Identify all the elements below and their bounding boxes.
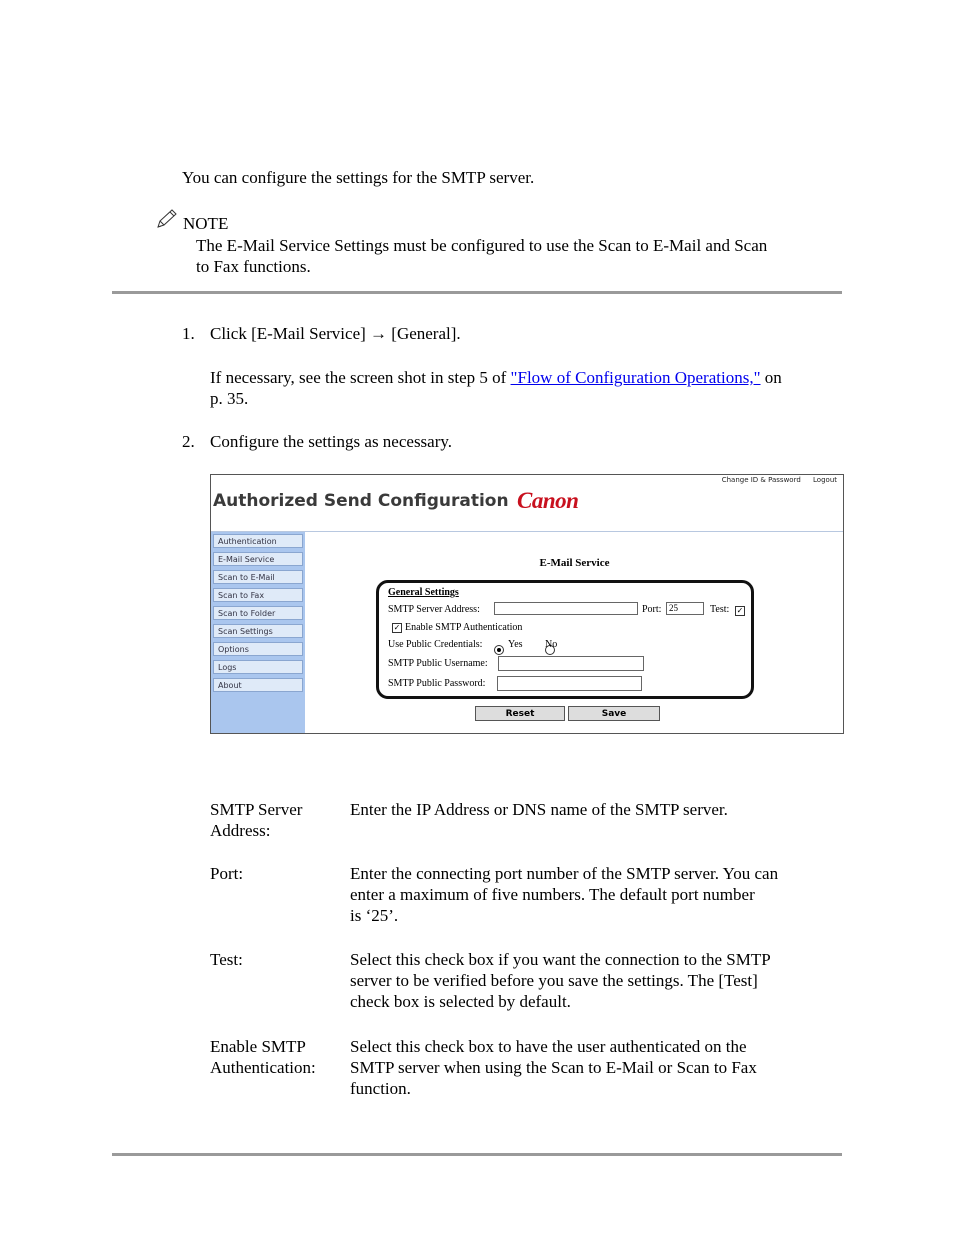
general-settings-title: General Settings	[388, 587, 459, 598]
logout-link[interactable]: Logout	[813, 476, 837, 484]
test-checkbox[interactable]: ✓	[736, 606, 744, 615]
enable-auth-label: Enable SMTP Authentication	[405, 622, 523, 633]
save-button[interactable]: Save	[568, 706, 660, 721]
app-header	[211, 475, 843, 532]
nav-options[interactable]: Options	[213, 642, 303, 656]
intro-text: You can configure the settings for the SMTP server.	[182, 168, 535, 187]
def-term-test: Test:	[210, 950, 243, 969]
username-input[interactable]	[498, 656, 644, 671]
def-term-smtp-address: SMTP Server Address:	[210, 800, 303, 840]
def-desc-enable-auth: Select this check box to have the user authenticated on the SMTP server when using the Scan to E-Mail or Scan to Fax function.	[350, 1037, 757, 1098]
note-text-line2: to Fax functions.	[196, 257, 311, 276]
def-desc-smtp-address: Enter the IP Address or DNS name of the SMTP server.	[350, 800, 728, 819]
nav-about[interactable]: About	[213, 678, 303, 692]
test-label: Test:	[710, 604, 730, 615]
reference-page: p. 35.	[210, 389, 249, 408]
reference-text: If necessary, see the screen shot in step 5 of "Flow of Configuration Operations," on	[210, 368, 782, 387]
right-arrow-icon: →	[370, 324, 388, 343]
step-1-number: 1.	[182, 324, 195, 343]
nav-scan-to-email[interactable]: Scan to E-Mail	[213, 570, 303, 584]
note-label: NOTE	[183, 214, 229, 233]
nav-scan-to-fax[interactable]: Scan to Fax	[213, 588, 303, 602]
nav-logs[interactable]: Logs	[213, 660, 303, 674]
password-label: SMTP Public Password:	[388, 678, 486, 689]
canon-logo: Canon	[517, 488, 579, 513]
username-label: SMTP Public Username:	[388, 658, 488, 669]
port-label: Port:	[642, 604, 662, 615]
step-2-text: Configure the settings as necessary.	[210, 432, 453, 451]
yes-radio[interactable]	[494, 645, 504, 655]
nav-authentication[interactable]: Authentication	[213, 534, 303, 548]
nav-email-service[interactable]: E-Mail Service	[213, 552, 303, 566]
no-label: No	[545, 639, 558, 650]
public-cred-label: Use Public Credentials:	[388, 639, 483, 650]
step-2-number: 2.	[182, 432, 195, 451]
enable-auth-checkbox[interactable]: ✓	[393, 623, 401, 632]
yes-label: Yes	[508, 639, 523, 650]
password-input[interactable]	[497, 676, 642, 691]
sidebar-nav	[211, 532, 305, 733]
step-1-text: Click [E-Mail Service] → [General].	[210, 324, 461, 343]
email-service-screenshot	[210, 474, 844, 734]
def-term-enable-auth: Enable SMTP Authentication:	[210, 1037, 316, 1077]
nav-scan-settings[interactable]: Scan Settings	[213, 624, 303, 638]
reset-button[interactable]: Reset	[475, 706, 565, 721]
smtp-address-input[interactable]	[494, 602, 638, 615]
app-title: Authorized Send Configuration	[213, 491, 509, 511]
flow-of-configuration-link[interactable]: "Flow of Configuration Operations,"	[510, 368, 761, 387]
section-title: E-Mail Service	[539, 557, 610, 569]
main-panel	[306, 532, 843, 733]
note-text-line1: The E-Mail Service Settings must be configured to use the Scan to E-Mail and Scan	[196, 236, 768, 255]
port-input[interactable]: 25	[666, 602, 704, 615]
top-links	[712, 476, 837, 484]
divider-bottom	[112, 1153, 842, 1156]
divider-top	[112, 291, 842, 294]
smtp-address-label: SMTP Server Address:	[388, 604, 480, 615]
def-desc-port: Enter the connecting port number of the SMTP server. You can enter a maximum of five numbers. The default port number is ‘25’.	[350, 864, 779, 925]
def-desc-test: Select this check box if you want the connection to the SMTP server to be verified before you save the settings. The [Test] check box is selected by default.	[350, 950, 771, 1011]
change-id-password-link[interactable]: Change ID & Password	[721, 476, 801, 484]
def-term-port: Port:	[210, 864, 244, 883]
pencil-note-icon	[155, 208, 179, 230]
nav-scan-to-folder[interactable]: Scan to Folder	[213, 606, 303, 620]
